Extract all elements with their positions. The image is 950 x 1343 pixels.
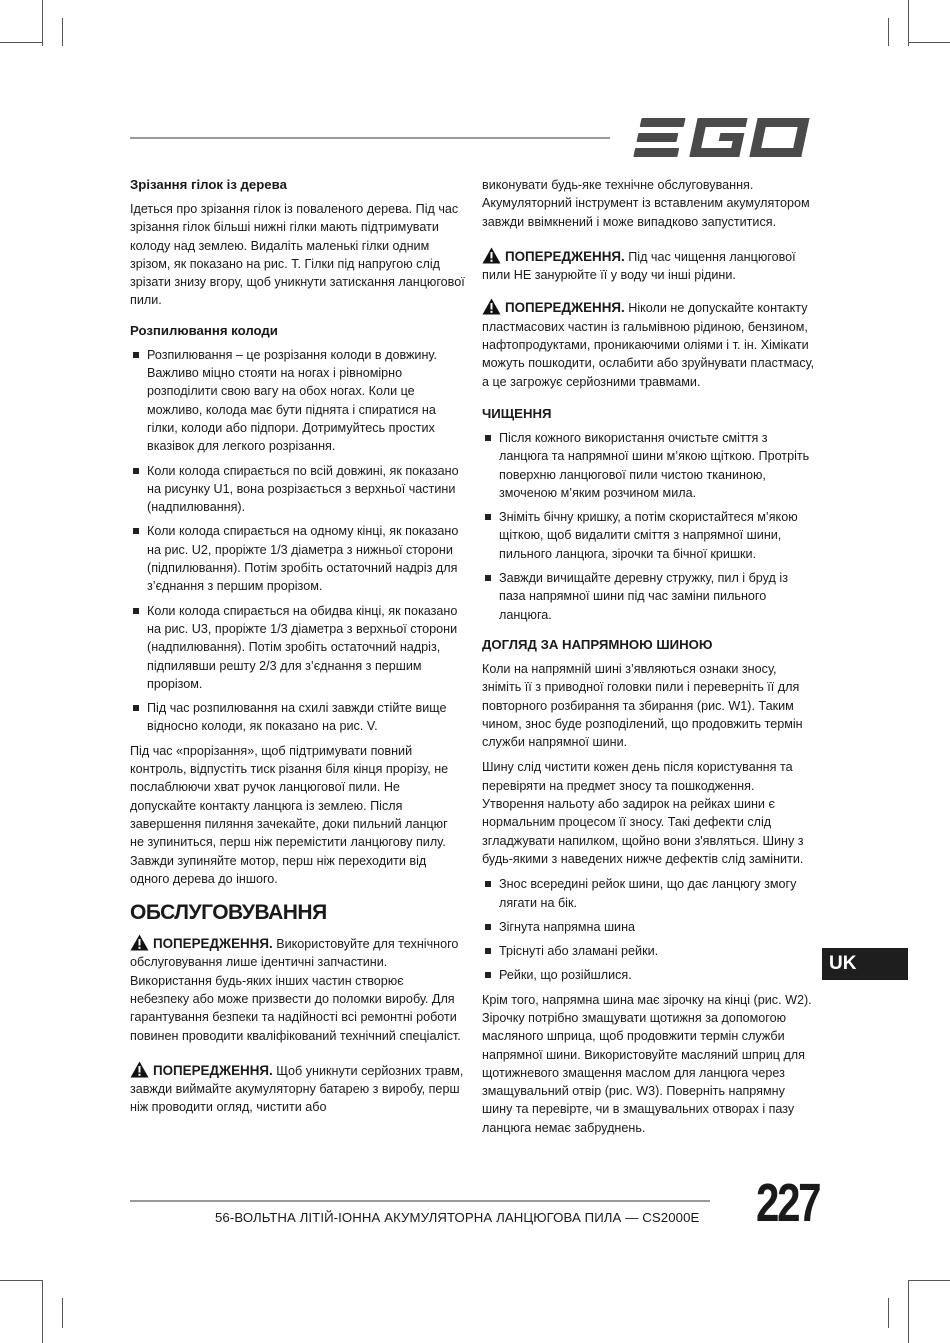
list-item: Зігнута напрямна шина: [482, 918, 817, 936]
bucking-list: [130, 346, 465, 736]
square-bullet-icon: [133, 705, 139, 711]
crop-mark: [908, 42, 950, 43]
list-item: Під час розпилювання на схилі завжди стійте вище відносно колоди, як показано на рис. V.: [130, 699, 465, 736]
paragraph: Під час «прорізання», щоб підтримувати повний контроль, відпустіть тиск різання біля кінця прорізу, не послаблюючи хват ручок ланцюгової пили. Не допускайте контакту ланцюга із землею. Після завершення пиляння зачекайте, доки пильний ланцюг не зупиниться, перш ніж перемістити ланцюгову пилу. Завжди зупиняйте мотор, перш ніж переходити від одного дерева до іншого.: [130, 743, 449, 886]
crop-mark: [0, 42, 42, 43]
crop-mark: [62, 1298, 63, 1328]
square-bullet-icon: [485, 435, 491, 441]
language-tab: UK: [822, 948, 908, 980]
warning-block: ПОПЕРЕДЖЕННЯ. Під час чищення ланцюгової пили НЕ занурюйте її у воду чи інші рідини.: [482, 248, 796, 283]
square-bullet-icon: [485, 948, 491, 954]
crop-mark: [908, 1280, 909, 1343]
list-item: Коли колода спирається по всій довжині, як показано на рисунку U1, вона розрізається з верхньої частини (надпилювання).: [130, 462, 465, 517]
warning-triangle-icon: [130, 934, 149, 951]
square-bullet-icon: [133, 608, 139, 614]
section-heading-bucking: Розпилювання колоди: [130, 322, 278, 338]
list-item: Коли колода спирається на обидва кінці, як показано на рис. U3, проріжте 1/3 діаметра з верхньої сторони (надпилювання). Потім зробіть остаточний надріз, підпилявши решту 2/3 для з’єднання з першим прорізом.: [130, 602, 465, 693]
paragraph: Крім того, напрямна шина має зірочку на кінці (рис. W2). Зірочку потрібно змащувати щотижня за допомогою масляного шприца, щоб продовжити термін служби напрямної шини. Використовуйте масляний шприц для щотижневого змащення маслом для ланцюга через змащувальний отвір (рис. W3). Поверніть напрямну шину та перевірте, чи в змащувальних отворах і пазу ланцюга немає забруднень.: [482, 992, 812, 1135]
header-rule: [130, 137, 610, 139]
warning-triangle-icon: [130, 1061, 149, 1078]
paragraph: Шину слід чистити кожен день після користування та перевіряти на предмет зносу та пошкодження. Утворення нальоту або задирок на рейках шини є нормальним процесом її зносу. Такі дефекти слід згладжувати напилком, щойно вони з'являться. Шину з будь-якими з наведених нижче дефектів слід замінити.: [482, 760, 804, 866]
footer-rule: [130, 1200, 710, 1202]
square-bullet-icon: [133, 468, 139, 474]
warning-block: ПОПЕРЕДЖЕННЯ. Ніколи не допускайте контакту пластмасових частин із гальмівною рідиною, бензином, нафтопродуктами, проникаючими оліями і т. ін. Хімікати можуть пошкодити, ослабити або зруйнувати пластмасу, а це загрожує серйозними травмами.: [482, 300, 815, 389]
square-bullet-icon: [133, 528, 139, 534]
list-item: Зніміть бічну кришку, а потім скористайтеся м’якою щіткою, щоб видалити сміття з напрямної шини, пильного ланцюга, зірочки та бічної кришки.: [482, 508, 817, 563]
list-item: Тріснуті або зламані рейки.: [482, 942, 817, 960]
warning-block: ПОПЕРЕДЖЕННЯ. Використовуйте для технічного обслуговування лише ідентичні запчастини. Використання будь-яких інших частин створює небезпеку або може призвести до поломки виробу. Для гарантування безпеки та надійності всі ремонтні роботи повинен проводити кваліфікований технічний спеціаліст.: [130, 936, 461, 1043]
paragraph: виконувати будь-яке технічне обслуговування. Акумуляторний інструмент із вставленим акумулятором завжди ввімкнений і може випадково запуститися.: [482, 178, 810, 229]
crop-mark: [0, 1280, 42, 1281]
section-heading-guide-bar-care: ДОГЛЯД ЗА НАПРЯМНОЮ ШИНОЮ: [482, 636, 713, 652]
square-bullet-icon: [485, 924, 491, 930]
maintenance-heading: ОБСЛУГОВУВАННЯ: [130, 901, 327, 925]
square-bullet-icon: [485, 514, 491, 520]
list-item: Рейки, що розійшлися.: [482, 966, 817, 984]
paragraph: Ідеться про зрізання гілок із поваленого дерева. Під час зрізання гілок більші нижні гілки мають підтримувати колоду над землею. Видаліть маленькі гілки одним зрізом, як показано на рис. T. Гілки під напругою слід зрізати знизу вгору, щоб уникнути затискання ланцюгової пили.: [130, 202, 465, 308]
paragraph: Коли на напрямній шині з’являються ознаки зносу, зніміть її з приводної головки пили і переверніть її для повторного розбирання та збирання (рис. W1). Таким чином, знос буде розподілений, що продовжить термін служби напрямної шини.: [482, 661, 803, 750]
page-number: 227: [756, 1173, 820, 1233]
crop-mark: [42, 1280, 43, 1343]
warning-block: ПОПЕРЕДЖЕННЯ. Щоб уникнути серйозних травм, завжди виймайте акумуляторну батарею з виробу, перш ніж проводити огляд, чистити або: [130, 1062, 464, 1115]
guide-bar-defects-list: [482, 875, 817, 984]
crop-mark: [42, 0, 43, 46]
crop-mark: [908, 1280, 950, 1281]
list-item: Завжди вичищайте деревну стружку, пил і бруд із паза напрямної шини під час заміни пильного ланцюга.: [482, 569, 817, 624]
list-item: Розпилювання – це розрізання колоди в довжину. Важливо міцно стояти на ногах і рівномірно розподілити свою вагу на обох ногах. Коли це можливо, колода має бути піднята і спиратися на гілки, колоди або підпори. Дотримуйтесь простих вказівок для легкого розрізання.: [130, 346, 465, 456]
warning-triangle-icon: [482, 298, 501, 315]
crop-mark: [888, 1298, 889, 1328]
square-bullet-icon: [133, 352, 139, 358]
square-bullet-icon: [485, 972, 491, 978]
section-heading-cutting-branches: Зрізання гілок із дерева: [130, 177, 287, 192]
list-item: Після кожного використання очистьте сміття з ланцюга та напрямної шини м’якою щіткою. Протріть поверхню ланцюгової пили чистою тканиною, змоченою м’яким розчином мила.: [482, 429, 817, 502]
left-column: [130, 176, 465, 1124]
square-bullet-icon: [485, 881, 491, 887]
cleaning-list: [482, 429, 817, 624]
crop-mark: [888, 18, 889, 46]
square-bullet-icon: [485, 575, 491, 581]
ego-logo: [628, 116, 813, 160]
footer-title: 56-ВОЛЬТНА ЛІТІЙ-ІОННА АКУМУЛЯТОРНА ЛАНЦЮГОВА ПИЛА — CS2000E: [215, 1210, 700, 1225]
warning-triangle-icon: [482, 247, 501, 264]
section-heading-cleaning: ЧИЩЕННЯ: [482, 405, 552, 421]
right-column: [482, 176, 817, 1144]
crop-mark: [62, 18, 63, 46]
crop-mark: [908, 0, 909, 46]
list-item: Коли колода спирається на одному кінці, як показано на рис. U2, проріжте 1/3 діаметра з нижньої сторони (підпилювання). Потім зробіть остаточний надріз для з’єднання з першим прорізом.: [130, 522, 465, 595]
list-item: Знос всередині рейок шини, що дає ланцюгу змогу лягати на бік.: [482, 875, 817, 912]
